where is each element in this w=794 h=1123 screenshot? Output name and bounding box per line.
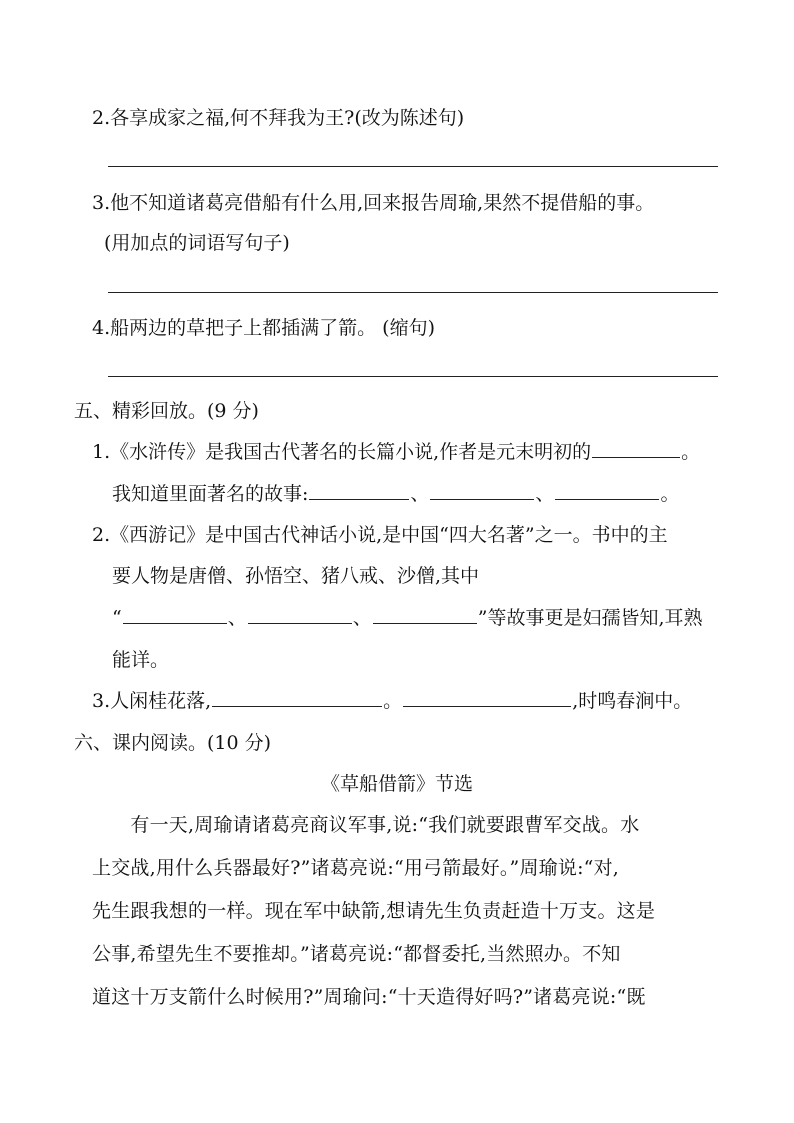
- separator: 、: [352, 607, 372, 629]
- passage-line-1: 有一天,周瑜请诸葛亮商议军事,说:“我们就要跟曹军交战。水: [92, 814, 640, 836]
- blank-story-2[interactable]: [430, 481, 534, 500]
- answer-line-4-4[interactable]: [108, 376, 718, 377]
- separator: 、: [227, 607, 247, 629]
- blank-journey-story-1[interactable]: [123, 605, 227, 624]
- period: 。: [660, 483, 680, 505]
- question-5-1-line1: [92, 439, 700, 465]
- blank-poem-2[interactable]: [403, 688, 571, 707]
- passage-title: 《草船借箭》节选: [320, 773, 473, 795]
- question-4-2: 2.各享成家之福,何不拜我为王?(改为陈述句): [92, 107, 465, 129]
- blank-journey-story-2[interactable]: [248, 605, 352, 624]
- question-5-2-line1: 2.《西游记》是中国古代神话小说,是中国“四大名著”之一。书中的主: [92, 524, 668, 546]
- question-5-2-line4: 能详。: [112, 649, 170, 671]
- period: 。: [681, 441, 701, 463]
- period: 。: [383, 690, 403, 712]
- open-quote: “: [112, 607, 122, 629]
- question-4-4: 4.船两边的草把子上都插满了箭。 (缩句): [92, 317, 435, 339]
- blank-poem-1[interactable]: [212, 688, 382, 707]
- separator: 、: [410, 483, 430, 505]
- question-4-3-line1: 3.他不知道诸葛亮借船有什么用,回来报告周瑜,果然不提借船的事。: [92, 192, 655, 214]
- question-5-2-line2: 要人物是唐僧、孙悟空、猪八戒、沙僧,其中: [112, 565, 480, 587]
- separator: 、: [535, 483, 555, 505]
- blank-author[interactable]: [592, 439, 680, 458]
- answer-line-4-2[interactable]: [108, 166, 718, 167]
- passage-line-3: 先生跟我想的一样。现在军中缺箭,想请先生负责赶造十万支。这是: [92, 900, 656, 922]
- passage-line-4: 公事,希望先生不要推却。”诸葛亮说:“都督委托,当然照办。不知: [92, 943, 621, 965]
- answer-line-4-3[interactable]: [108, 292, 718, 293]
- blank-story-3[interactable]: [555, 481, 659, 500]
- question-4-3-line2: (用加点的词语写句子): [104, 232, 290, 254]
- section-6-heading: 六、课内阅读。(10 分): [74, 732, 272, 754]
- passage-line-2: 上交战,用什么兵器最好?”诸葛亮说:“用弓箭最好。”周瑜说:“对,: [92, 857, 620, 879]
- question-5-1-text: 1.《水浒传》是我国古代著名的长篇小说,作者是元末明初的: [92, 441, 592, 463]
- question-5-3: [92, 688, 692, 714]
- question-5-1-line2: [112, 481, 679, 507]
- question-5-2-line3-tail: ”等故事更是妇孺皆知,耳熟: [477, 607, 703, 629]
- poem-line-end: ,时鸣春涧中。: [572, 690, 693, 712]
- blank-journey-story-3[interactable]: [373, 605, 477, 624]
- poem-line-start: 3.人闲桂花落,: [92, 690, 212, 712]
- section-5-heading: 五、精彩回放。(9 分): [74, 400, 259, 422]
- question-5-1-stories-label: 我知道里面著名的故事:: [112, 483, 309, 505]
- blank-story-1[interactable]: [309, 481, 409, 500]
- question-5-2-line3: [112, 605, 703, 631]
- passage-line-5: 道这十万支箭什么时候用?”周瑜问:“十天造得好吗?”诸葛亮说:“既: [92, 986, 646, 1008]
